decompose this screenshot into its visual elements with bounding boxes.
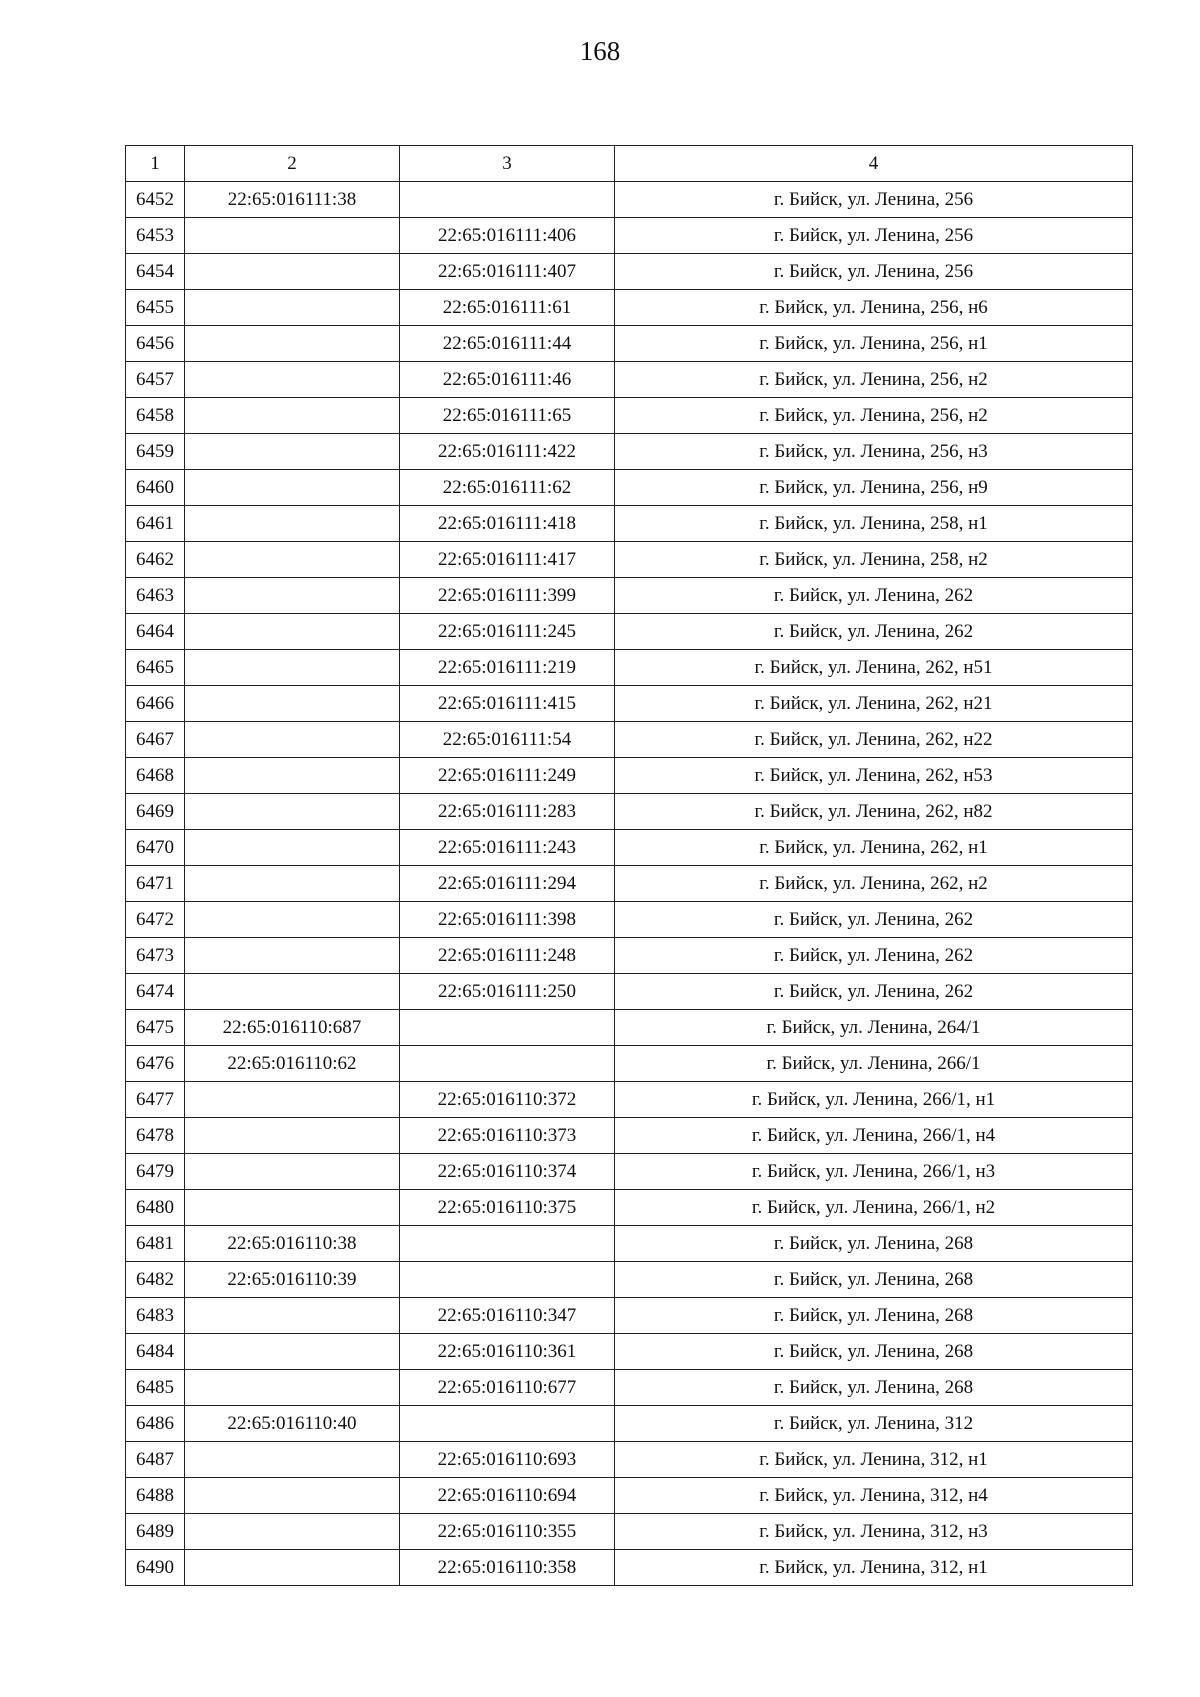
address: г. Бийск, ул. Ленина, 312, н1 [615, 1442, 1133, 1478]
table-row [126, 1226, 1133, 1262]
cadastral-number-building [185, 1190, 400, 1226]
row-number: 6466 [126, 686, 185, 722]
table-row [126, 614, 1133, 650]
registry-table [125, 145, 1133, 1586]
row-number: 6477 [126, 1082, 185, 1118]
table-row [126, 758, 1133, 794]
table-row [126, 1010, 1133, 1046]
cadastral-number-premises [400, 182, 615, 218]
table-row [126, 470, 1133, 506]
cadastral-number-building [185, 254, 400, 290]
row-number: 6468 [126, 758, 185, 794]
row-number: 6484 [126, 1334, 185, 1370]
cadastral-number-premises: 22:65:016111:245 [400, 614, 615, 650]
cadastral-number-building [185, 542, 400, 578]
table-row [126, 902, 1133, 938]
cadastral-number-building: 22:65:016110:38 [185, 1226, 400, 1262]
address: г. Бийск, ул. Ленина, 256, н6 [615, 290, 1133, 326]
cadastral-number-building [185, 614, 400, 650]
row-number: 6485 [126, 1370, 185, 1406]
table-row [126, 578, 1133, 614]
table-row [126, 542, 1133, 578]
address: г. Бийск, ул. Ленина, 266/1, н4 [615, 1118, 1133, 1154]
table-row [126, 1298, 1133, 1334]
cadastral-number-premises: 22:65:016111:61 [400, 290, 615, 326]
cadastral-number-premises: 22:65:016110:374 [400, 1154, 615, 1190]
cadastral-number-premises: 22:65:016110:375 [400, 1190, 615, 1226]
row-number: 6486 [126, 1406, 185, 1442]
address: г. Бийск, ул. Ленина, 262 [615, 578, 1133, 614]
address: г. Бийск, ул. Ленина, 262 [615, 614, 1133, 650]
header-col-4: 4 [615, 146, 1133, 182]
cadastral-number-premises: 22:65:016111:415 [400, 686, 615, 722]
row-number: 6482 [126, 1262, 185, 1298]
address: г. Бийск, ул. Ленина, 266/1 [615, 1046, 1133, 1082]
cadastral-number-premises: 22:65:016110:373 [400, 1118, 615, 1154]
row-number: 6475 [126, 1010, 185, 1046]
table-row [126, 506, 1133, 542]
row-number: 6476 [126, 1046, 185, 1082]
address: г. Бийск, ул. Ленина, 312, н4 [615, 1478, 1133, 1514]
table-row [126, 290, 1133, 326]
address: г. Бийск, ул. Ленина, 268 [615, 1370, 1133, 1406]
table-row [126, 1478, 1133, 1514]
row-number: 6480 [126, 1190, 185, 1226]
address: г. Бийск, ул. Ленина, 256 [615, 218, 1133, 254]
row-number: 6455 [126, 290, 185, 326]
row-number: 6464 [126, 614, 185, 650]
address: г. Бийск, ул. Ленина, 262, н21 [615, 686, 1133, 722]
row-number: 6469 [126, 794, 185, 830]
table-row [126, 1046, 1133, 1082]
address: г. Бийск, ул. Ленина, 256, н2 [615, 362, 1133, 398]
cadastral-number-building [185, 398, 400, 434]
cadastral-number-premises: 22:65:016110:358 [400, 1550, 615, 1586]
address: г. Бийск, ул. Ленина, 268 [615, 1334, 1133, 1370]
table-body [126, 182, 1133, 1586]
address: г. Бийск, ул. Ленина, 258, н1 [615, 506, 1133, 542]
address: г. Бийск, ул. Ленина, 262, н53 [615, 758, 1133, 794]
table-row [126, 326, 1133, 362]
cadastral-number-premises: 22:65:016111:422 [400, 434, 615, 470]
cadastral-number-premises: 22:65:016111:250 [400, 974, 615, 1010]
address: г. Бийск, ул. Ленина, 312 [615, 1406, 1133, 1442]
cadastral-number-building [185, 1298, 400, 1334]
cadastral-number-building [185, 362, 400, 398]
address: г. Бийск, ул. Ленина, 262 [615, 938, 1133, 974]
row-number: 6459 [126, 434, 185, 470]
row-number: 6457 [126, 362, 185, 398]
cadastral-number-building [185, 1442, 400, 1478]
cadastral-number-building [185, 650, 400, 686]
cadastral-number-premises: 22:65:016111:398 [400, 902, 615, 938]
cadastral-number-premises: 22:65:016111:249 [400, 758, 615, 794]
cadastral-number-premises [400, 1262, 615, 1298]
cadastral-number-premises: 22:65:016110:355 [400, 1514, 615, 1550]
row-number: 6460 [126, 470, 185, 506]
cadastral-number-building: 22:65:016110:62 [185, 1046, 400, 1082]
cadastral-number-premises [400, 1226, 615, 1262]
address: г. Бийск, ул. Ленина, 312, н3 [615, 1514, 1133, 1550]
address: г. Бийск, ул. Ленина, 256, н2 [615, 398, 1133, 434]
address: г. Бийск, ул. Ленина, 262, н82 [615, 794, 1133, 830]
cadastral-number-building: 22:65:016111:38 [185, 182, 400, 218]
table-row [126, 938, 1133, 974]
cadastral-number-premises: 22:65:016111:417 [400, 542, 615, 578]
address: г. Бийск, ул. Ленина, 312, н1 [615, 1550, 1133, 1586]
cadastral-number-premises: 22:65:016111:418 [400, 506, 615, 542]
table-row [126, 1190, 1133, 1226]
address: г. Бийск, ул. Ленина, 256, н3 [615, 434, 1133, 470]
address: г. Бийск, ул. Ленина, 266/1, н1 [615, 1082, 1133, 1118]
row-number: 6489 [126, 1514, 185, 1550]
row-number: 6471 [126, 866, 185, 902]
cadastral-number-building [185, 1082, 400, 1118]
row-number: 6463 [126, 578, 185, 614]
cadastral-number-building: 22:65:016110:40 [185, 1406, 400, 1442]
header-col-1: 1 [126, 146, 185, 182]
cadastral-number-premises [400, 1046, 615, 1082]
row-number: 6458 [126, 398, 185, 434]
row-number: 6488 [126, 1478, 185, 1514]
table-row [126, 362, 1133, 398]
cadastral-number-premises: 22:65:016111:283 [400, 794, 615, 830]
address: г. Бийск, ул. Ленина, 256 [615, 182, 1133, 218]
cadastral-number-building [185, 1478, 400, 1514]
row-number: 6481 [126, 1226, 185, 1262]
table-row [126, 650, 1133, 686]
address: г. Бийск, ул. Ленина, 266/1, н2 [615, 1190, 1133, 1226]
table-row [126, 1514, 1133, 1550]
header-col-2: 2 [185, 146, 400, 182]
address: г. Бийск, ул. Ленина, 268 [615, 1226, 1133, 1262]
row-number: 6461 [126, 506, 185, 542]
address: г. Бийск, ул. Ленина, 268 [615, 1298, 1133, 1334]
table-row [126, 1370, 1133, 1406]
address: г. Бийск, ул. Ленина, 262 [615, 902, 1133, 938]
cadastral-number-building [185, 686, 400, 722]
row-number: 6467 [126, 722, 185, 758]
row-number: 6472 [126, 902, 185, 938]
table-row [126, 794, 1133, 830]
cadastral-number-building [185, 1334, 400, 1370]
cadastral-number-premises: 22:65:016111:44 [400, 326, 615, 362]
table-row [126, 1118, 1133, 1154]
table-row [126, 686, 1133, 722]
cadastral-number-building [185, 794, 400, 830]
table-row [126, 1550, 1133, 1586]
address: г. Бийск, ул. Ленина, 268 [615, 1262, 1133, 1298]
cadastral-number-premises: 22:65:016111:399 [400, 578, 615, 614]
address: г. Бийск, ул. Ленина, 262, н1 [615, 830, 1133, 866]
cadastral-number-premises: 22:65:016110:361 [400, 1334, 615, 1370]
row-number: 6473 [126, 938, 185, 974]
cadastral-number-building [185, 1514, 400, 1550]
address: г. Бийск, ул. Ленина, 256 [615, 254, 1133, 290]
page-number: 168 [579, 36, 621, 66]
table-row [126, 254, 1133, 290]
cadastral-number-premises [400, 1010, 615, 1046]
row-number: 6453 [126, 218, 185, 254]
row-number: 6490 [126, 1550, 185, 1586]
cadastral-number-premises: 22:65:016111:243 [400, 830, 615, 866]
address: г. Бийск, ул. Ленина, 262, н51 [615, 650, 1133, 686]
table-row [126, 1442, 1133, 1478]
address: г. Бийск, ул. Ленина, 258, н2 [615, 542, 1133, 578]
address: г. Бийск, ул. Ленина, 262, н2 [615, 866, 1133, 902]
row-number: 6478 [126, 1118, 185, 1154]
cadastral-number-building [185, 290, 400, 326]
cadastral-number-building [185, 938, 400, 974]
row-number: 6454 [126, 254, 185, 290]
cadastral-number-premises: 22:65:016111:46 [400, 362, 615, 398]
table-row [126, 434, 1133, 470]
cadastral-number-building [185, 866, 400, 902]
table-row [126, 974, 1133, 1010]
cadastral-number-building [185, 758, 400, 794]
row-number: 6456 [126, 326, 185, 362]
cadastral-number-building [185, 578, 400, 614]
cadastral-number-premises: 22:65:016110:694 [400, 1478, 615, 1514]
cadastral-number-premises: 22:65:016110:372 [400, 1082, 615, 1118]
address: г. Бийск, ул. Ленина, 262 [615, 974, 1133, 1010]
header-col-3: 3 [400, 146, 615, 182]
cadastral-number-building [185, 830, 400, 866]
table-header-row [126, 146, 1133, 182]
cadastral-number-building [185, 434, 400, 470]
cadastral-number-premises: 22:65:016111:407 [400, 254, 615, 290]
address: г. Бийск, ул. Ленина, 256, н9 [615, 470, 1133, 506]
row-number: 6479 [126, 1154, 185, 1190]
cadastral-number-building [185, 218, 400, 254]
table-row [126, 722, 1133, 758]
cadastral-number-premises: 22:65:016111:294 [400, 866, 615, 902]
cadastral-number-premises: 22:65:016110:693 [400, 1442, 615, 1478]
cadastral-number-premises: 22:65:016111:62 [400, 470, 615, 506]
cadastral-number-building [185, 1154, 400, 1190]
cadastral-number-building [185, 902, 400, 938]
table-row [126, 1334, 1133, 1370]
row-number: 6465 [126, 650, 185, 686]
cadastral-number-premises: 22:65:016111:248 [400, 938, 615, 974]
cadastral-number-premises: 22:65:016111:219 [400, 650, 615, 686]
cadastral-number-premises: 22:65:016111:65 [400, 398, 615, 434]
cadastral-number-building [185, 722, 400, 758]
table-row [126, 866, 1133, 902]
address: г. Бийск, ул. Ленина, 262, н22 [615, 722, 1133, 758]
row-number: 6452 [126, 182, 185, 218]
cadastral-number-premises: 22:65:016110:347 [400, 1298, 615, 1334]
cadastral-number-premises [400, 1406, 615, 1442]
row-number: 6470 [126, 830, 185, 866]
address: г. Бийск, ул. Ленина, 256, н1 [615, 326, 1133, 362]
address: г. Бийск, ул. Ленина, 264/1 [615, 1010, 1133, 1046]
row-number: 6474 [126, 974, 185, 1010]
cadastral-number-building [185, 470, 400, 506]
cadastral-number-building: 22:65:016110:39 [185, 1262, 400, 1298]
row-number: 6483 [126, 1298, 185, 1334]
cadastral-number-building [185, 974, 400, 1010]
table-row [126, 1082, 1133, 1118]
row-number: 6462 [126, 542, 185, 578]
cadastral-number-building [185, 1118, 400, 1154]
cadastral-number-building: 22:65:016110:687 [185, 1010, 400, 1046]
row-number: 6487 [126, 1442, 185, 1478]
table-row [126, 830, 1133, 866]
cadastral-number-premises: 22:65:016110:677 [400, 1370, 615, 1406]
cadastral-number-premises: 22:65:016111:54 [400, 722, 615, 758]
table-row [126, 218, 1133, 254]
address: г. Бийск, ул. Ленина, 266/1, н3 [615, 1154, 1133, 1190]
table-row [126, 1262, 1133, 1298]
cadastral-number-building [185, 1370, 400, 1406]
table-row [126, 398, 1133, 434]
cadastral-number-building [185, 506, 400, 542]
table-row [126, 182, 1133, 218]
table-row [126, 1406, 1133, 1442]
cadastral-number-building [185, 326, 400, 362]
table-row [126, 1154, 1133, 1190]
cadastral-number-premises: 22:65:016111:406 [400, 218, 615, 254]
cadastral-number-building [185, 1550, 400, 1586]
